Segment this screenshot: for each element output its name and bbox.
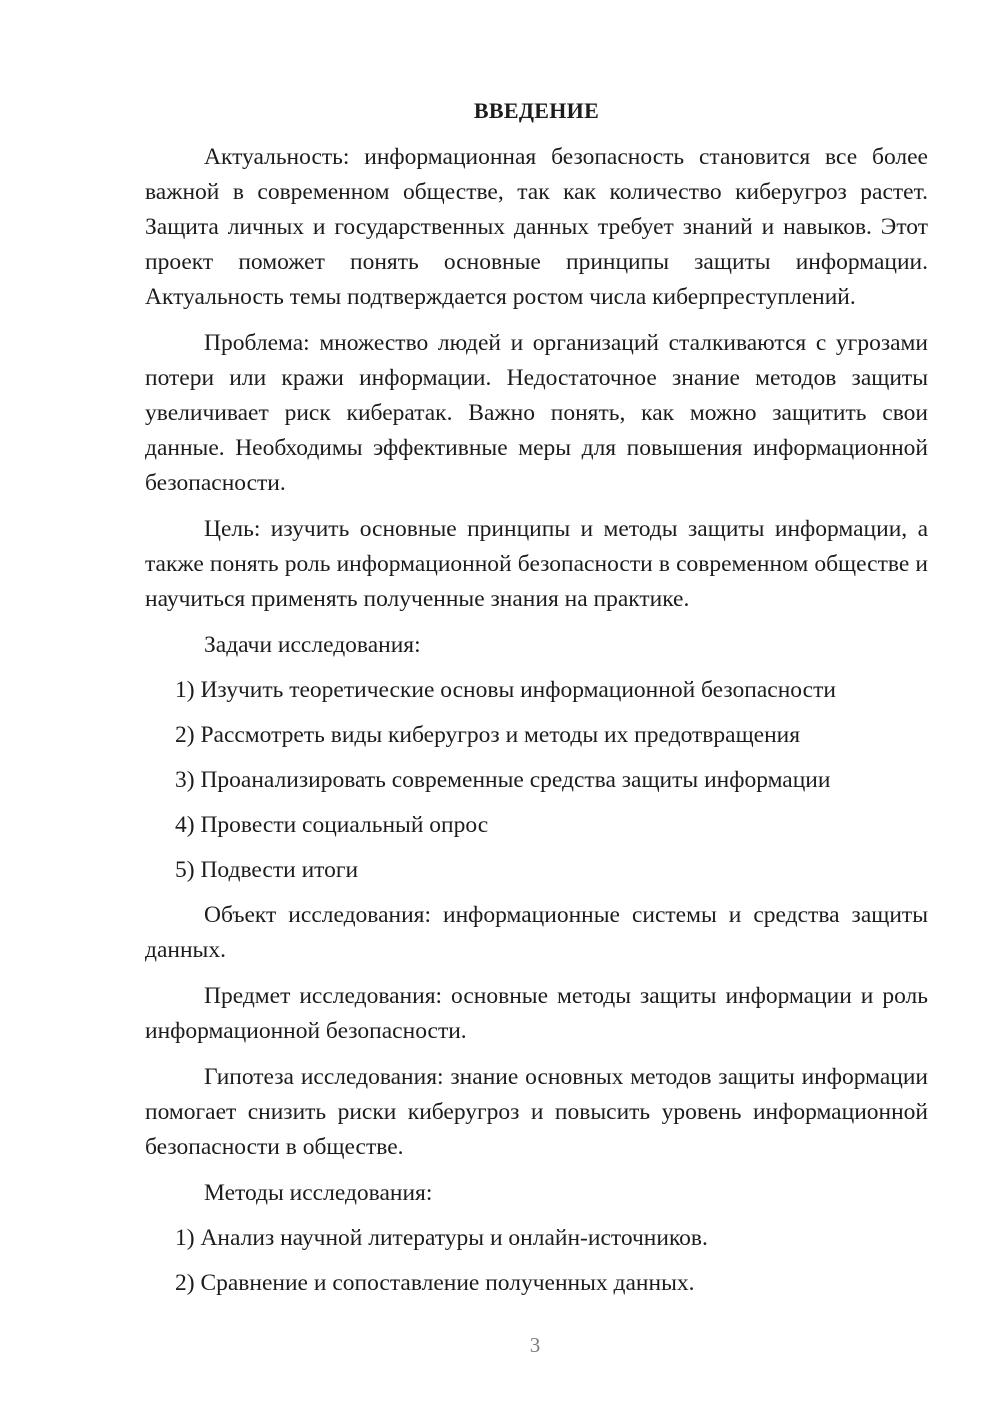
- paragraph-relevance: Актуальность: информационная безопасность становится все более важной в современном обществе, так как количество киберугроз растет. Защита личных и государственных данных требует знаний и навыков. Этот проект поможет понять основные принципы защиты информации. Актуальность темы подтверждается ростом числа киберпреступлений.: [145, 144, 928, 310]
- methods-list: [145, 1221, 928, 1301]
- paragraph-hypothesis: Гипотеза исследования: знание основных методов защиты информации помогает снизить риски киберугроз и повысить уровень информационной безопасности в обществе.: [145, 1064, 928, 1160]
- tasks-list: [145, 673, 928, 888]
- task-item: 2) Рассмотреть виды киберугроз и методы их предотвращения: [175, 722, 801, 748]
- method-item: 1) Анализ научной литературы и онлайн-источников.: [175, 1225, 708, 1251]
- page-number: 3: [529, 1333, 541, 1357]
- section-title: ВВЕДЕНИЕ: [473, 98, 600, 123]
- paragraph-subject: Предмет исследования: основные методы защиты информации и роль информационной безопасности.: [145, 983, 928, 1044]
- paragraph-object: Объект исследования: информационные системы и средства защиты данных.: [145, 902, 928, 963]
- task-item: 5) Подвести итоги: [175, 857, 359, 883]
- tasks-label: Задачи исследования:: [204, 632, 421, 658]
- paragraph-problem: Проблема: множество людей и организаций сталкиваются с угрозами потери или кражи информации. Недостаточное знание методов защиты увеличивает риск кибератак. Важно понять, как можно защитить свои данные. Необходимы эффективные меры для повышения информационной безопасности.: [145, 330, 928, 496]
- method-item: 2) Сравнение и сопоставление полученных данных.: [175, 1270, 695, 1296]
- task-item: 3) Проанализировать современные средства защиты информации: [175, 767, 831, 793]
- page-content: [145, 93, 928, 1311]
- paragraph-goal: Цель: изучить основные принципы и методы защиты информации, а также понять роль информационной безопасности в современном обществе и научиться применять полученные знания на практике.: [145, 516, 928, 612]
- task-item: 4) Провести социальный опрос: [175, 812, 489, 838]
- task-item: 1) Изучить теоретические основы информационной безопасности: [175, 677, 836, 703]
- methods-label: Методы исследования:: [204, 1180, 433, 1206]
